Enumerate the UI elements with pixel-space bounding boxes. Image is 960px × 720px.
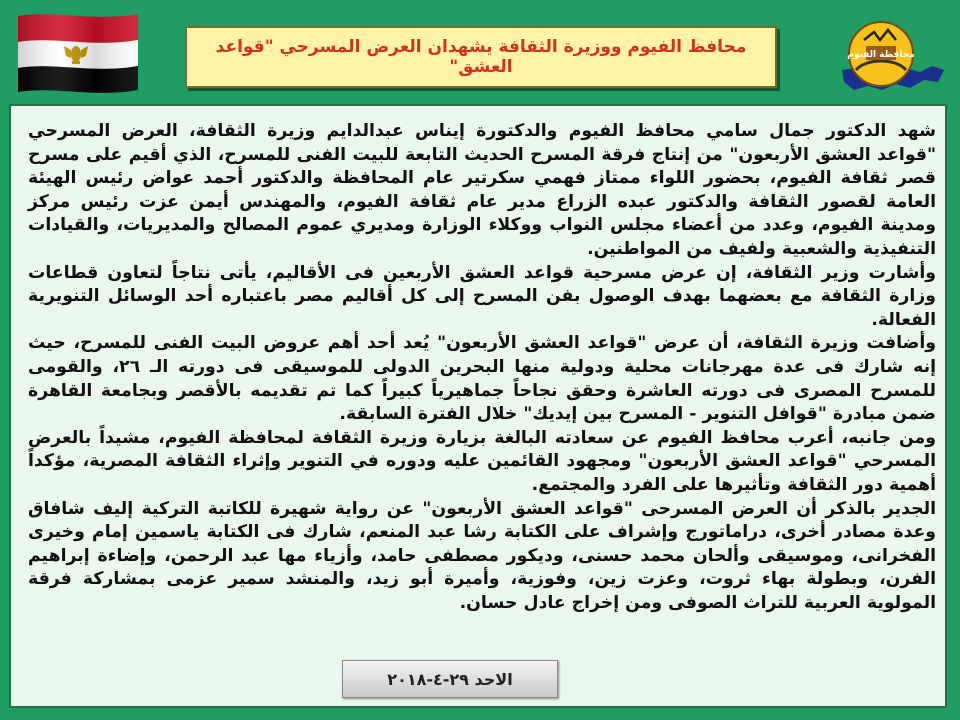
fayoum-governorate-logo-icon [836,10,946,100]
date-badge [342,660,558,698]
page-title: محافظ الفيوم ووزيرة الثقافة يشهدان العرض المسرحي "قواعد العشق" [215,37,747,77]
article-paragraph-3: وأضافت وزيرة الثقافة، أن عرض "قواعد العشق الأربعون" يُعد أحد أهم عروض البيت الفنى للمسرح، حيث إنه شارك فى عدة مهرجانات محلية ودولية منها البحرين الدولى للموسيقى فى دورته الـ ٢٦، والقومى للمسرح المصرى فى دورته العاشرة وحقق نجاحاً جماهيرياً كبيراً كما تم تقديمه بالأقصر وبجامعة القاهرة ضمن مبادرة "قوافل التنوير - المسرح بين إيديك" خلال الفترة السابقة. [28,333,936,425]
article-paragraph-4: ومن جانبه، أعرب محافظ الفيوم عن سعادته البالغة بزيارة وزيرة الثقافة لمحافظة الفيوم، مشيداً بالعرض المسرحي "قواعد العشق الأربعون" ومجهود القائمين عليه ودوره في التنوير وإثراء الثقافة المصرية، مؤكداً أهمية دور الثقافة وتأثيرها على الفرد والمجتمع. [28,427,936,495]
egypt-flag-icon [14,10,142,94]
title-banner [185,26,777,88]
article-paragraph-1: شهد الدكتور جمال سامي محافظ الفيوم والدكتورة إيناس عبدالدايم وزيرة الثقافة، العرض المسرحي "قواعد العشق الأربعون" من إنتاج فرقة المسرح الحديث التابعة للبيت الفنى للمسرح، الذي أقيم على مسرح قصر ثقافة الفيوم، بحضور اللواء ممتاز فهمي سكرتير عام المحافظة والدكتور أحمد عواض رئيس الهيئة العامة لقصور الثقافة والدكتور عبده الزراع مدير عام ثقافة الفيوم، والمهندس أيمن عزت رئيس مركز ومدينة الفيوم، وعدد من أعضاء مجلس النواب ووكلاء الوزارة ومديري عموم المصالح والمديريات، والقيادات التنفيذية والشعبية ولفيف من المواطنين. [28,121,936,259]
date-label: الاحد ٢٩-٤-٢٠١٨ [387,669,513,689]
logo-text: محافظة الفيوم [847,50,915,60]
article-body [28,120,936,680]
article-paragraph-5: الجدير بالذكر أن العرض المسرحى "قواعد العشق الأربعون" عن رواية شهيرة للكاتبة التركية إليف شافاق وعدة مصادر أخرى، دراماتورج وإشراف على الكتابة رشا عبد المنعم، شارك فى الكتابة ياسمين إمام وخيرى الفخرانى، وموسيقى وألحان محمد حسنى، وديكور مصطفى حامد، وأزياء مها عبد الرحمن، وإضاءة إبراهيم الفرن، وبطولة بهاء ثروت، وعزت زين، وفوزية، وأميرة أبو زيد، والمنشد سمير عزمى بمشاركة فرقة المولوية العربية للتراث الصوفى ومن إخراج عادل حسان. [28,498,936,613]
article-paragraph-2: وأشارت وزير الثقافة، إن عرض مسرحية قواعد العشق الأربعين فى الأقاليم، يأتى نتاجاً لتعاون قطاعات وزارة الثقافة مع بعضهما بهدف الوصول بفن المسرح إلى كل أقاليم مصر باعتباره أحد الوسائل التنويرية الفعالة. [28,262,936,330]
